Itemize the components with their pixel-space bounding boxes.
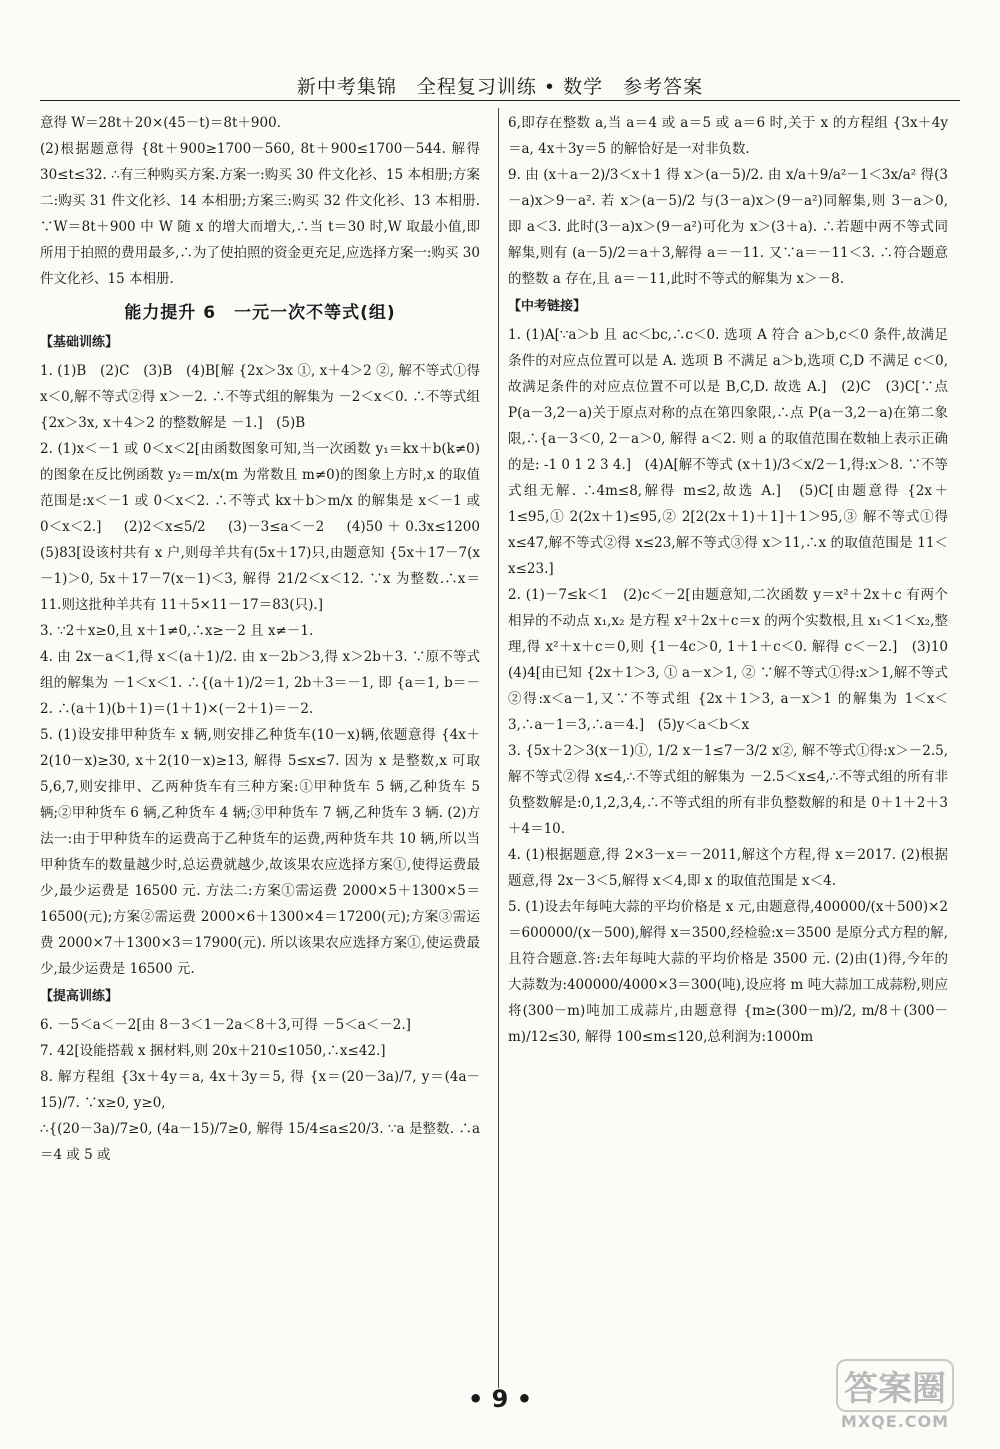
section-title: 能力提升 6 一元一次不等式(组)	[124, 303, 396, 323]
watermark-text: 答案圈	[836, 1359, 954, 1412]
exam-item-1: 1. (1)A[∵a＞b 且 ac＜bc,∴c＜0. 选项 A 符合 a＞b,c＜0 条件,故满足条件的对应点位置可以是 A. 选项 B 不满足 a＞b,选项 C,D 不满足 c＜0,故满足条件的对应点位置不可以是 B,C,D. 故选 A.] (2)C (3)C[∵点 P(a－3,2－a)关于原点对称的点在第四象限,∴点 P(a－3,2－a)在第二象限,∴{a－3＜0, 2－a＞0, 解得 a＜2. 则 a 的取值范围在数轴上表示正确的是: -1 0 1 2 3 4.] (4)A[解不等式 (x＋1)/3＜x/2－1,得:x＞8. ∵不等式组无解. ∴4m≤8,解得 m≤2,故选 A.] (5)C[由题意得 {2x＋1≤95,① 2(2x＋1)≤95,② 2[2(2x＋1)＋1]＋1＞95,③ 解不等式①得 x≤47,解不等式②得 x≤23,解不等式③得 x＞11,∴x 的取值范围是 11＜x≤23.]	[508, 327, 948, 577]
page-header: 新中考集锦 全程复习训练 • 数学 参考答案	[296, 76, 704, 98]
right-column	[508, 110, 962, 1050]
tag-basic-training: 【基础训练】	[40, 335, 119, 350]
exam-item-3: 3. {5x＋2＞3(x－1)①, 1/2 x－1≤7－3/2 x②, 解不等式①得:x＞－2.5,解不等式②得 x≤4,∴不等式组的解集为 －2.5＜x≤4,∴不等式组的所有非负整数解是:0,1,2,3,4,∴不等式组的所有非负整数解的和是 0＋1＋2＋3＋4＝10.	[508, 743, 948, 837]
improve-item-7: 7. 42[设能搭载 x 捆材料,则 20x＋210≤1050,∴x≤42.]	[40, 1043, 386, 1059]
basic-item-2: 2. (1)x＜－1 或 0＜x＜2[由函数图象可知,当一次函数 y₁＝kx＋b(k≠0)的图象在反比例函数 y₂＝m/x(m 为常数且 m≠0)的图象上方时,x 的取值范围是:x＜－1 或 0＜x＜2. ∴不等式 kx＋b＞m/x 的解集是 x＜－1 或 0＜x＜2.] (2)2＜x≤5/2 (3)－3≤a＜－2 (4)50＋0.3x≤1200 (5)83[设该村共有 x 户,则母羊共有(5x＋17)只,由题意知 {5x＋17－7(x－1)＞0, 5x＋17－7(x－1)＜3, 解得 21/2＜x＜12. ∵x 为整数.∴x＝11.则这批种羊共有 11＋5×11－17＝83(只).]	[40, 441, 494, 613]
exam-item-2: 2. (1)－7≤k＜1 (2)c＜－2[由题意知,二次函数 y＝x²＋2x＋c 有两个相异的不动点 x₁,x₂ 是方程 x²＋2x＋c＝x 的两个实数根,且 x₁＜1＜x₂,整理,得 x²＋x＋c＝0,则 {1－4c＞0, 1＋1＋c＜0. 解得 c＜－2.] (3)10 (4)4[由已知 {2x＋1＞3, ① a－x＞1, ② ∵解不等式①得:x＞1,解不等式②得:x＜a－1,又∵不等式组 {2x＋1＞3, a－x＞1 的解集为 1＜x＜3,∴a－1＝3,∴a＝4.] (5)y＜a＜b＜x	[508, 587, 962, 733]
tag-exam-link: 【中考链接】	[508, 299, 587, 314]
left-line-1: 意得 W＝28t＋20×(45－t)＝8t＋900.	[40, 115, 281, 131]
left-line-2: (2)根据题意得 {8t＋900≥1700－560, 8t＋900≤1700－544. 解得 30≤t≤32. ∴有三种购买方案.方案一:购买 30 件文化衫、15 本相册;方案二:购买 31 件文化衫、14 本相册;方案三:购买 32 件文化衫、13 本相册. ∵W＝8t＋900 中 W 随 x 的增大而增大,∴当 t＝30 时,W 取最小值,即所用于拍照的费用最多,∴为了使拍照的资金更充足,应选择方案一:购买 30 件文化衫、15 本相册.	[40, 141, 480, 287]
exam-item-4: 4. (1)根据题意,得 2×3－x＝－2011,解这个方程,得 x＝2017. (2)根据题意,得 2x－3＜5,解得 x＜4,即 x 的取值范围是 x＜4.	[508, 847, 948, 889]
left-column	[40, 110, 494, 1168]
right-item-9: 9. 由 (x＋a－2)/3＜x＋1 得 x＞(a－5)/2. 由 x/a＋9/a²－1＜3x/a² 得(3－a)x＞9－a². 若 x＞(a－5)/2 与(3－a)x＞(9－a²)同解集,则 3－a＞0,即 a＜3. 此时(3－a)x＞(9－a²)可化为 x＞(3＋a). ∴若题中两不等式同解集,则有 (a－5)/2＝a＋3,解得 a＝－11. 又∵a＝－11＜3. ∴符合题意的整数 a 存在,且 a＝－11,此时不等式的解集为 x＞－8.	[508, 167, 948, 287]
improve-item-6: 6. －5＜a＜－2[由 8－3＜1－2a＜8＋3,可得 －5＜a＜－2.]	[40, 1017, 411, 1033]
improve-item-8: 8. 解方程组 {3x＋4y＝a, 4x＋3y＝5, 得 {x＝(20－3a)/7, y＝(4a－15)/7. ∵x≥0, y≥0,	[40, 1069, 480, 1111]
basic-item-4: 4. 由 2x－a＜1,得 x＜(a＋1)/2. 由 x－2b＞3,得 x＞2b＋3. ∵原不等式组的解集为 －1＜x＜1. ∴{(a＋1)/2＝1, 2b＋3＝－1, 即 {a＝1, b＝－2. ∴(a＋1)(b＋1)＝(1＋1)×(－2＋1)＝－2.	[40, 649, 480, 717]
header-rule	[40, 100, 960, 101]
improve-item-8-cont: ∴{(20－3a)/7≥0, (4a－15)/7≥0, 解得 15/4≤a≤20/3. ∵a 是整数. ∴a＝4 或 5 或	[40, 1121, 480, 1163]
tag-improve-training: 【提高训练】	[40, 989, 119, 1004]
page-number: • 9 •	[467, 1385, 533, 1413]
right-line-1: 6,即存在整数 a,当 a＝4 或 a＝5 或 a＝6 时,关于 x 的方程组 {3x＋4y＝a, 4x＋3y＝5 的解恰好是一对非负数.	[508, 115, 948, 157]
watermark-logo	[830, 1359, 960, 1429]
basic-item-5: 5. (1)设安排甲种货车 x 辆,则安排乙种货车(10－x)辆,依题意得 {4x＋2(10－x)≥30, x＋2(10－x)≥13, 解得 5≤x≤7. 因为 x 是整数,x 可取 5,6,7,则安排甲、乙两种货车有三种方案:①甲种货车 5 辆,乙种货车 5 辆;②甲种货车 6 辆,乙种货车 4 辆;③甲种货车 7 辆,乙种货车 3 辆. (2)方法一:由于甲种货车的运费高于乙种货车的运费,两种货车共 10 辆,所以当甲种货车的数量越少时,总运费就越少,故该果农应选择方案①,使得运费最少,最少运费是 16500 元. 方法二:方案①需运费 2000×5＋1300×5＝16500(元);方案②需运费 2000×6＋1300×4＝17200(元);方案③需运费 2000×7＋1300×3＝17900(元). 所以该果农应选择方案①,使运费最少,最少运费是 16500 元.	[40, 727, 480, 977]
basic-item-3: 3. ∵2＋x≥0,且 x＋1≠0,∴x≥－2 且 x≠－1.	[40, 623, 314, 639]
column-divider	[498, 108, 499, 1388]
exam-item-5: 5. (1)设去年每吨大蒜的平均价格是 x 元,由题意得,400000/(x＋500)×2＝600000/(x－500),解得 x＝3500,经检验:x＝3500 是原分式方程的解,且符合题意.答:去年每吨大蒜的平均价格是 3500 元. (2)由(1)得,今年的大蒜数为:400000/4000×3＝300(吨),设应将 m 吨大蒜加工成蒜粉,则应将(300－m)吨加工成蒜片,由题意得 {m≥(300－m)/2, m/8＋(300－m)/12≤30, 解得 100≤m≤120,总利润为:1000m	[508, 899, 948, 1045]
basic-item-1: 1. (1)B (2)C (3)B (4)B[解 {2x＞3x ①, x＋4＞2 ②, 解不等式①得 x＜0,解不等式②得 x＞－2. ∴不等式组的解集为 －2＜x＜0. ∴不等式组 {2x＞3x, x＋4＞2 的整数解是 －1.] (5)B	[40, 363, 480, 431]
watermark-url: MXQE.COM	[840, 1412, 950, 1431]
